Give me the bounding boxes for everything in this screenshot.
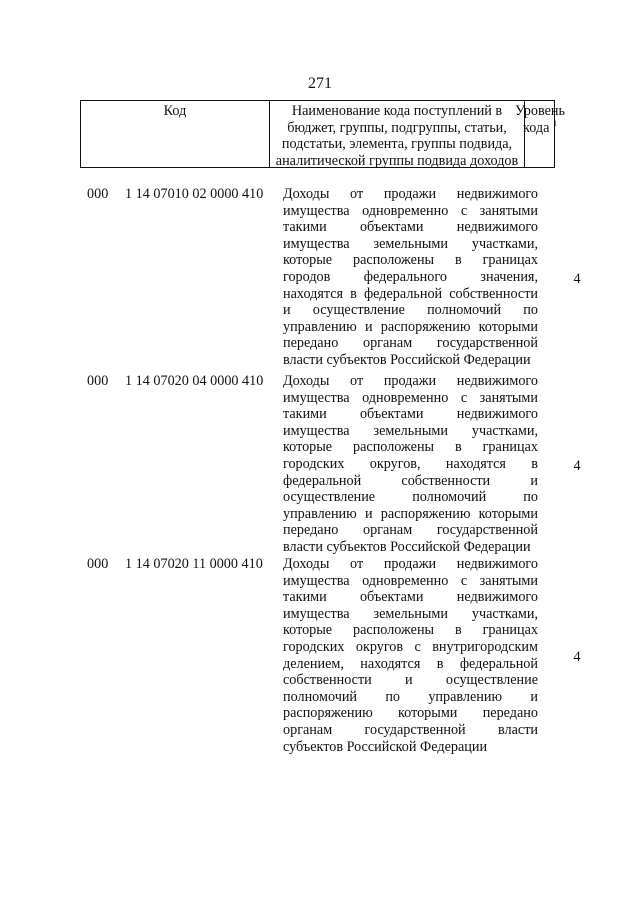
header-level-label: Уровень кода $^1$ — [515, 103, 565, 136]
description-line: имущества одновременно с занятыми — [283, 572, 538, 589]
description-line: имущества одновременно с занятыми — [283, 202, 538, 219]
description-line: имущества одновременно с занятыми — [283, 389, 538, 406]
header-name-label: Наименование кода поступлений в бюджет, группы, подгруппы, статьи, подстатьи, элемента, группы подвида, аналитической группы подвида доходов — [275, 103, 519, 169]
description-line: имущества земельными участками, — [283, 605, 538, 622]
description-line: такими объектами недвижимого — [283, 406, 538, 423]
code-prefix: 000 — [87, 556, 109, 572]
description-line: такими объектами недвижимого — [283, 219, 538, 236]
page-number: 271 — [308, 75, 332, 92]
code-level: 4 — [573, 458, 581, 474]
description-line: Доходы от продажи недвижимого — [283, 186, 538, 202]
description-line: управлению и распоряжению которыми — [283, 318, 538, 335]
description-line: городских округов с внутригородским — [283, 638, 538, 655]
code-prefix: 000 — [87, 186, 109, 202]
description-line: субъектов Российской Федерации — [283, 738, 488, 755]
description-line: имущества земельными участками, — [283, 235, 538, 252]
income-code: 1 14 07020 11 0000 410 — [125, 556, 263, 572]
description-line: которые расположены в границах — [283, 252, 538, 269]
description-line: Доходы от продажи недвижимого — [283, 556, 538, 572]
header-level-cell — [515, 101, 565, 167]
description-line: власти субъектов Российской Федерации — [283, 538, 531, 555]
description-line: органам государственной власти — [283, 721, 538, 738]
income-description — [283, 373, 538, 556]
income-description — [283, 556, 538, 755]
description-line: городов федерального значения, — [283, 268, 538, 285]
code-prefix: 000 — [87, 373, 109, 389]
description-line: делением, находятся в федеральной — [283, 655, 538, 672]
description-line: федеральной собственности и — [283, 472, 538, 489]
description-line: которые расположены в границах — [283, 622, 538, 639]
description-line: городских округов, находятся в — [283, 455, 538, 472]
footnote-marker: 1 — [552, 118, 557, 128]
description-line: управлению и распоряжению которыми — [283, 505, 538, 522]
description-line: распоряжению которыми передано — [283, 705, 538, 722]
description-line: такими объектами недвижимого — [283, 589, 538, 606]
code-level: 4 — [573, 649, 581, 665]
description-line: и осуществление полномочий по — [283, 302, 538, 319]
income-description — [283, 186, 538, 369]
header-name-cell — [270, 101, 525, 167]
table-header — [80, 100, 565, 169]
description-line: передано органам государственной — [283, 335, 538, 352]
description-line: которые расположены в границах — [283, 439, 538, 456]
header-code-label: Код — [163, 103, 187, 119]
description-line: власти субъектов Российской Федерации — [283, 351, 531, 368]
description-line: имущества земельными участками, — [283, 422, 538, 439]
income-code: 1 14 07020 04 0000 410 — [125, 373, 264, 389]
description-line: Доходы от продажи недвижимого — [283, 373, 538, 389]
description-line: находятся в федеральной собственности — [283, 285, 538, 302]
header-code-cell — [81, 101, 270, 167]
description-line: передано органам государственной — [283, 522, 538, 539]
description-line: осуществление полномочий по — [283, 489, 538, 506]
code-level: 4 — [573, 271, 581, 287]
description-line: собственности и осуществление — [283, 672, 538, 689]
description-line: полномочий по управлению и — [283, 688, 538, 705]
income-code: 1 14 07010 02 0000 410 — [125, 186, 264, 202]
